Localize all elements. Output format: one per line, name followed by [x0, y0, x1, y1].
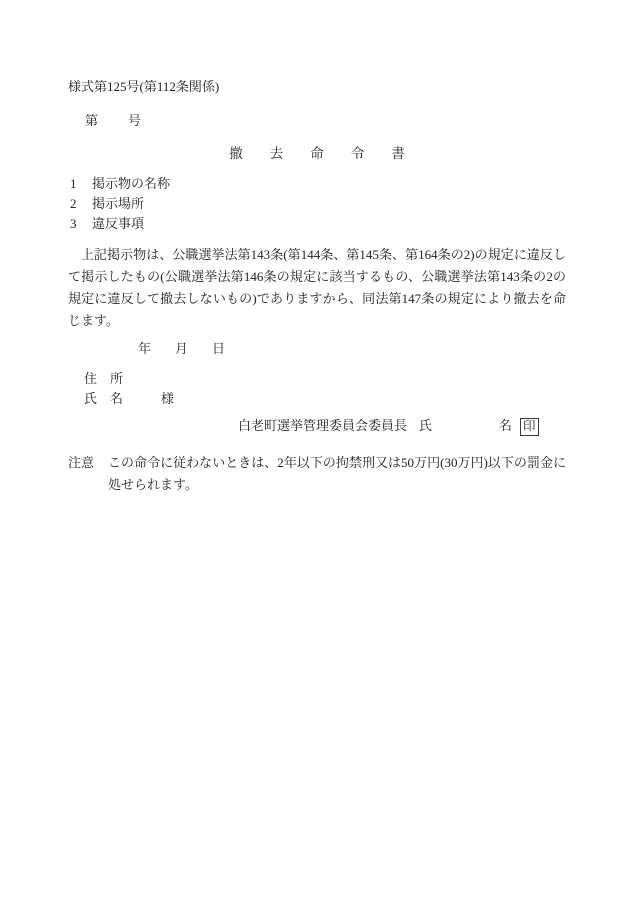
item-label: 違反事項 [92, 216, 145, 231]
list-item [68, 194, 566, 214]
list-item [68, 174, 566, 194]
addressee-address-row [84, 369, 566, 389]
note-block [68, 452, 566, 496]
doc-number-line [85, 112, 566, 130]
date-year-label: 年 [138, 341, 152, 356]
addressee-block [84, 369, 566, 409]
item-number: 2 [70, 196, 77, 211]
item-label: 掲示物の名称 [92, 176, 171, 191]
item-list [68, 174, 566, 234]
name-label: 氏 名 [84, 391, 124, 406]
note-text: この命令に従わないときは、2年以下の拘禁刑又は50万円(30万円)以下の罰金に処せられます。 [108, 455, 566, 492]
doc-number-prefix: 第 [85, 113, 99, 128]
issuer-line [238, 417, 566, 436]
issuer-surname-label: 氏 [419, 418, 433, 433]
addressee-name-row [84, 389, 566, 409]
body-paragraph: 上記掲示物は、公職選挙法第143条(第144条、第145条、第164条の2)の規定に違反して掲示したもの(公職選挙法第146条の規定に該当するもの、公職選挙法第143条の2の規定に違反して撤去しないもの)でありますから、同法第147条の規定により撤去を命じます。 [68, 247, 566, 328]
form-number: 様式第125号(第112条関係) [68, 79, 220, 94]
issuer-title: 白老町選挙管理委員会委員長 [238, 418, 408, 433]
item-label: 掲示場所 [92, 196, 145, 211]
date-day-label: 日 [212, 341, 226, 356]
item-number: 1 [70, 176, 77, 191]
document-title [68, 145, 566, 163]
seal-box: 印 [520, 418, 539, 436]
document-title-text: 撤去命令書 [229, 146, 432, 161]
note-label: 注意 [68, 455, 95, 470]
date-month-label: 月 [175, 341, 189, 356]
address-label: 住 所 [84, 371, 124, 386]
issuer-givenname-label: 名 [499, 418, 513, 433]
list-item [68, 214, 566, 234]
document-content [68, 79, 566, 496]
date-line [138, 341, 566, 357]
doc-number-suffix: 号 [128, 113, 142, 128]
honorific-label: 様 [161, 391, 175, 406]
item-number: 3 [70, 216, 77, 231]
